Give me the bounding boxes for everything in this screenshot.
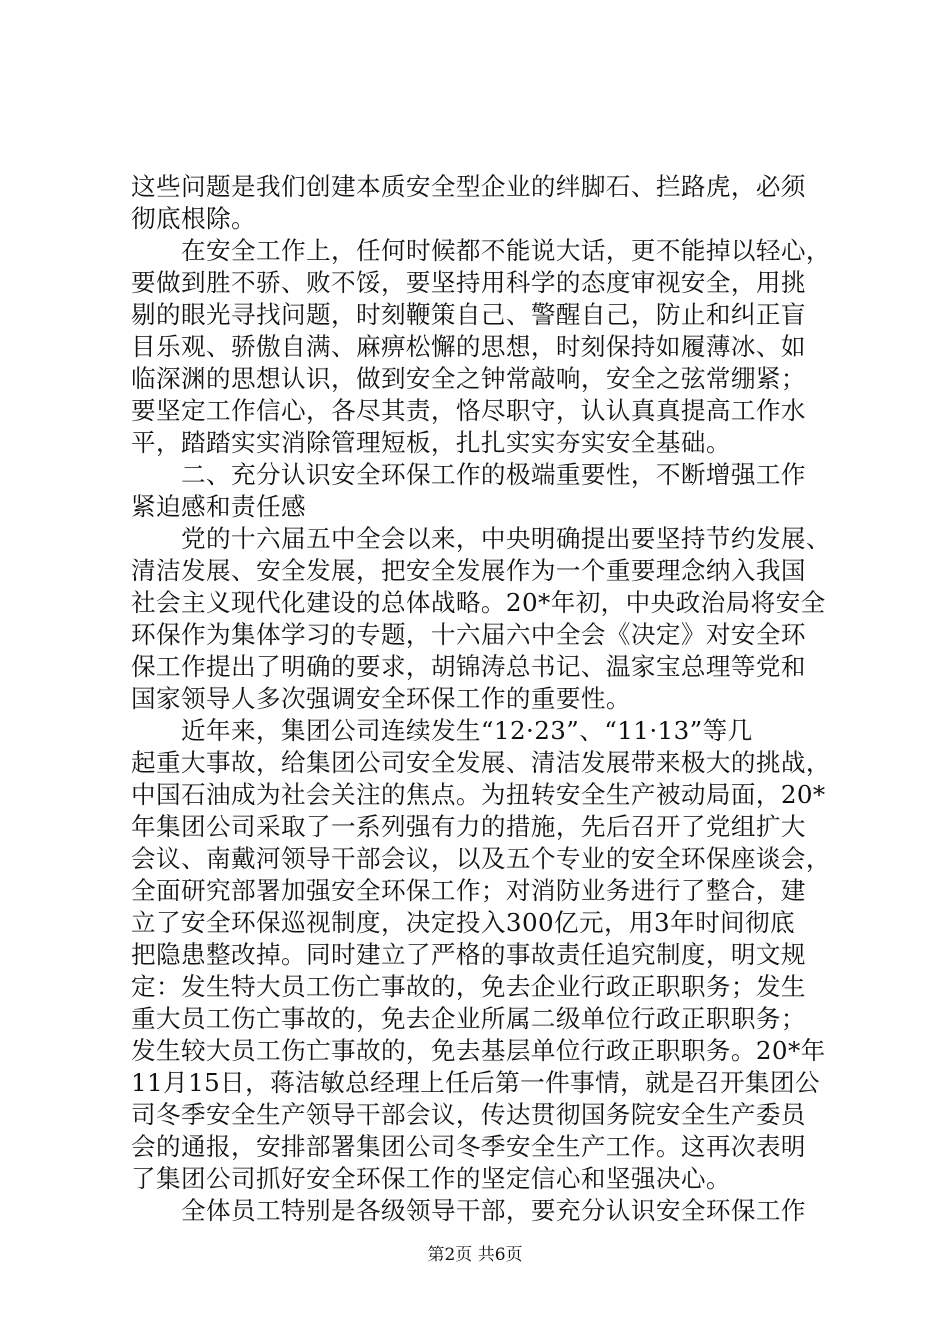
text-line: 剔的眼光寻找问题，时刻鞭策自己、警醒自己，防止和纠正盲 (131, 300, 806, 329)
text-line: 把隐患整改掉。同时建立了严格的事故责任追究制度，明文规 (131, 940, 806, 969)
text-line: 中国石油成为社会关注的焦点。为扭转安全生产被动局面，20* (131, 780, 826, 809)
text-line: 保工作提出了明确的要求，胡锦涛总书记、温家宝总理等党和 (131, 652, 806, 681)
body-text (131, 171, 831, 1227)
text-line: 彻底根除。 (131, 204, 256, 233)
text-line: 重大员工伤亡事故的，免去企业所属二级单位行政正职职务； (131, 1004, 806, 1033)
text-line: 要做到胜不骄、败不馁，要坚持用科学的态度审视安全，用挑 (131, 268, 806, 297)
text-line: 要坚定工作信心，各尽其责，恪尽职守，认认真真提高工作水 (131, 396, 806, 425)
text-line: 会的通报，安排部署集团公司冬季安全生产工作。这再次表明 (131, 1132, 806, 1161)
text-line: 清洁发展、安全发展，把安全发展作为一个重要理念纳入我国 (131, 556, 806, 585)
text-line: 全体员工特别是各级领导干部，要充分认识安全环保工作 (181, 1196, 806, 1225)
text-line: 定：发生特大员工伤亡事故的，免去企业行政正职职务；发生 (131, 972, 806, 1001)
text-line: 年集团公司采取了一系列强有力的措施，先后召开了党组扩大 (131, 812, 806, 841)
text-line: 紧迫感和责任感 (131, 492, 306, 521)
text-line: 环保作为集体学习的专题，十六届六中全会《决定》对安全环 (131, 620, 806, 649)
text-line: 起重大事故，给集团公司安全发展、清洁发展带来极大的挑战， (131, 748, 831, 777)
text-line: 这些问题是我们创建本质安全型企业的绊脚石、拦路虎，必须 (131, 172, 806, 201)
text-line: 社会主义现代化建设的总体战略。20*年初，中央政治局将安全 (131, 588, 826, 617)
text-line: 党的十六届五中全会以来，中央明确提出要坚持节约发展、 (181, 524, 831, 553)
text-line: 会议、南戴河领导干部会议，以及五个专业的安全环保座谈会， (131, 844, 831, 873)
text-line: 临深渊的思想认识，做到安全之钟常敲响，安全之弦常绷紧； (131, 364, 806, 393)
text-line: 二、充分认识安全环保工作的极端重要性，不断增强工作 (181, 460, 806, 489)
text-line: 11月15日，蒋洁敏总经理上任后第一件事情，就是召开集团公 (131, 1068, 821, 1097)
page-footer: 第2页 共6页 (427, 1245, 523, 1265)
text-line: 发生较大员工伤亡事故的，免去基层单位行政正职职务。20*年 (131, 1036, 826, 1065)
text-line: 近年来，集团公司连续发生“12·23”、“11·13”等几 (181, 716, 753, 745)
text-line: 目乐观、骄傲自满、麻痹松懈的思想，时刻保持如履薄冰、如 (131, 332, 806, 361)
text-line: 在安全工作上，任何时候都不能说大话，更不能掉以轻心， (181, 236, 831, 265)
text-line: 全面研究部署加强安全环保工作；对消防业务进行了整合，建 (131, 876, 806, 905)
text-line: 了集团公司抓好安全环保工作的坚定信心和坚强决心。 (131, 1164, 731, 1193)
text-line: 司冬季安全生产领导干部会议，传达贯彻国务院安全生产委员 (131, 1100, 806, 1129)
text-line: 国家领导人多次强调安全环保工作的重要性。 (131, 684, 631, 713)
text-line: 平，踏踏实实消除管理短板，扎扎实实夯实安全基础。 (131, 428, 731, 457)
text-line: 立了安全环保巡视制度，决定投入300亿元，用3年时间彻底 (131, 908, 796, 937)
